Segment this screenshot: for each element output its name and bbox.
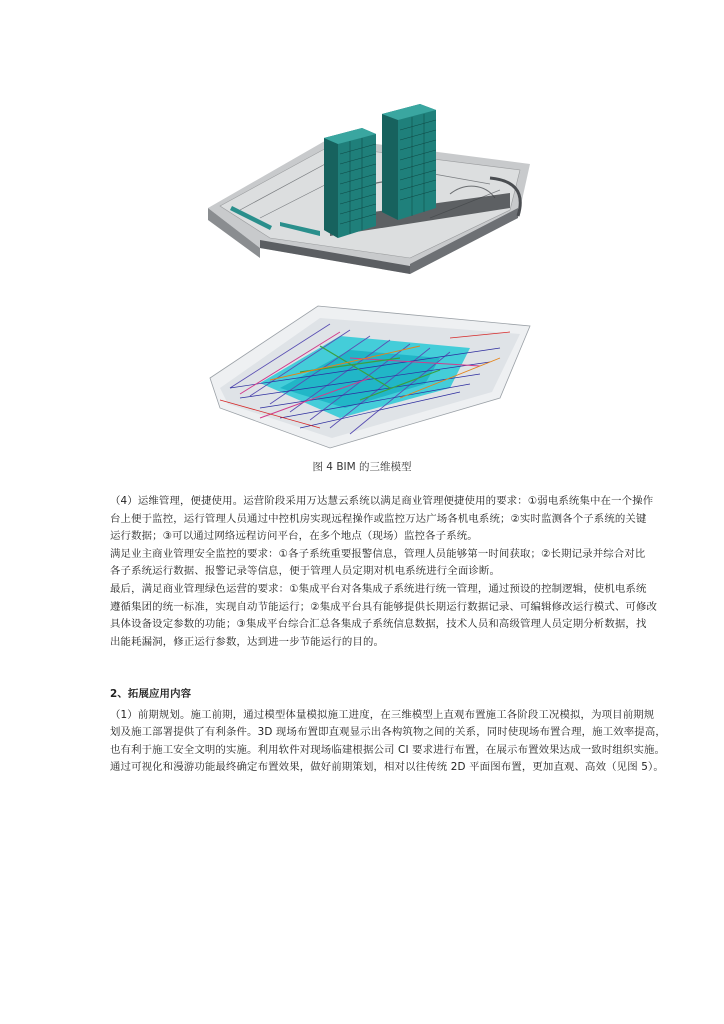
paragraph-line: （1）前期规划。施工前期，通过模型体量模拟施工进度，在三维模型上直观布置施工各阶段工况模拟，为项目前期规 bbox=[110, 708, 655, 721]
bim-mep-pipeline-model-image bbox=[200, 288, 535, 454]
paragraph-line: 划及施工部署提供了有利条件。3D 现场布置即直观显示出各构筑物之间的关系，同时使现场布置合理，施工效率提高， bbox=[110, 726, 666, 739]
paragraph-line: 也有利于施工安全文明的实施。利用软件对现场临建根据公司 CI 要求进行布置，在展示布置效果达成一致时组织实施。 bbox=[110, 743, 666, 756]
paragraph-line: 具体设备设定参数的功能；③集成平台综合汇总各集成子系统信息数据，技术人员和高级管理人员定期分析数据，找 bbox=[110, 618, 647, 631]
section-operations-text bbox=[110, 493, 658, 651]
paragraph-line: 台上便于监控，运行管理人员通过中控机房实现远程操作或监控万达广场各机电系统；②实时监测各个子系统的关键 bbox=[110, 512, 647, 525]
paragraph-line: 出能耗漏洞，修正运行参数，达到进一步节能运行的目的。 bbox=[110, 635, 385, 648]
paragraph-line: 运行数据；③可以通过网络远程访问平台，在多个地点（现场）监控各子系统。 bbox=[110, 530, 478, 543]
section-extended-application bbox=[110, 686, 666, 777]
section-heading: 2、拓展应用内容 bbox=[110, 688, 192, 700]
paragraph-line: 最后，满足商业管理绿色运营的要求：①集成平台对各集成子系统进行统一管理，通过预设的控制逻辑，使机电系统 bbox=[110, 582, 647, 595]
paragraph-line: 通过可视化和漫游功能最终确定布置效果，做好前期策划，相对以往传统 2D 平面图布置，更加直观、高效（见图 5）。 bbox=[110, 761, 664, 774]
paragraph-line: 各子系统运行数据、报警记录等信息，便于管理人员定期对机电系统进行全面诊断。 bbox=[110, 565, 500, 578]
figure-caption: 图 4 BIM 的三维模型 bbox=[312, 461, 412, 473]
bim-building-model-image bbox=[200, 98, 535, 274]
paragraph-line: 遵循集团的统一标准，实现自动节能运行；②集成平台具有能够提供长期运行数据记录、可编辑修改运行模式、可修改 bbox=[110, 600, 658, 613]
paragraph-line: 满足业主商业管理安全监控的要求：①各子系统重要报警信息，管理人员能够第一时间获取；②长期记录并综合对比 bbox=[110, 547, 646, 560]
paragraph-line: （4）运维管理，便捷使用。运营阶段采用万达慧云系统以满足商业管理便捷使用的要求：①弱电系统集中在一个操作 bbox=[110, 495, 654, 507]
